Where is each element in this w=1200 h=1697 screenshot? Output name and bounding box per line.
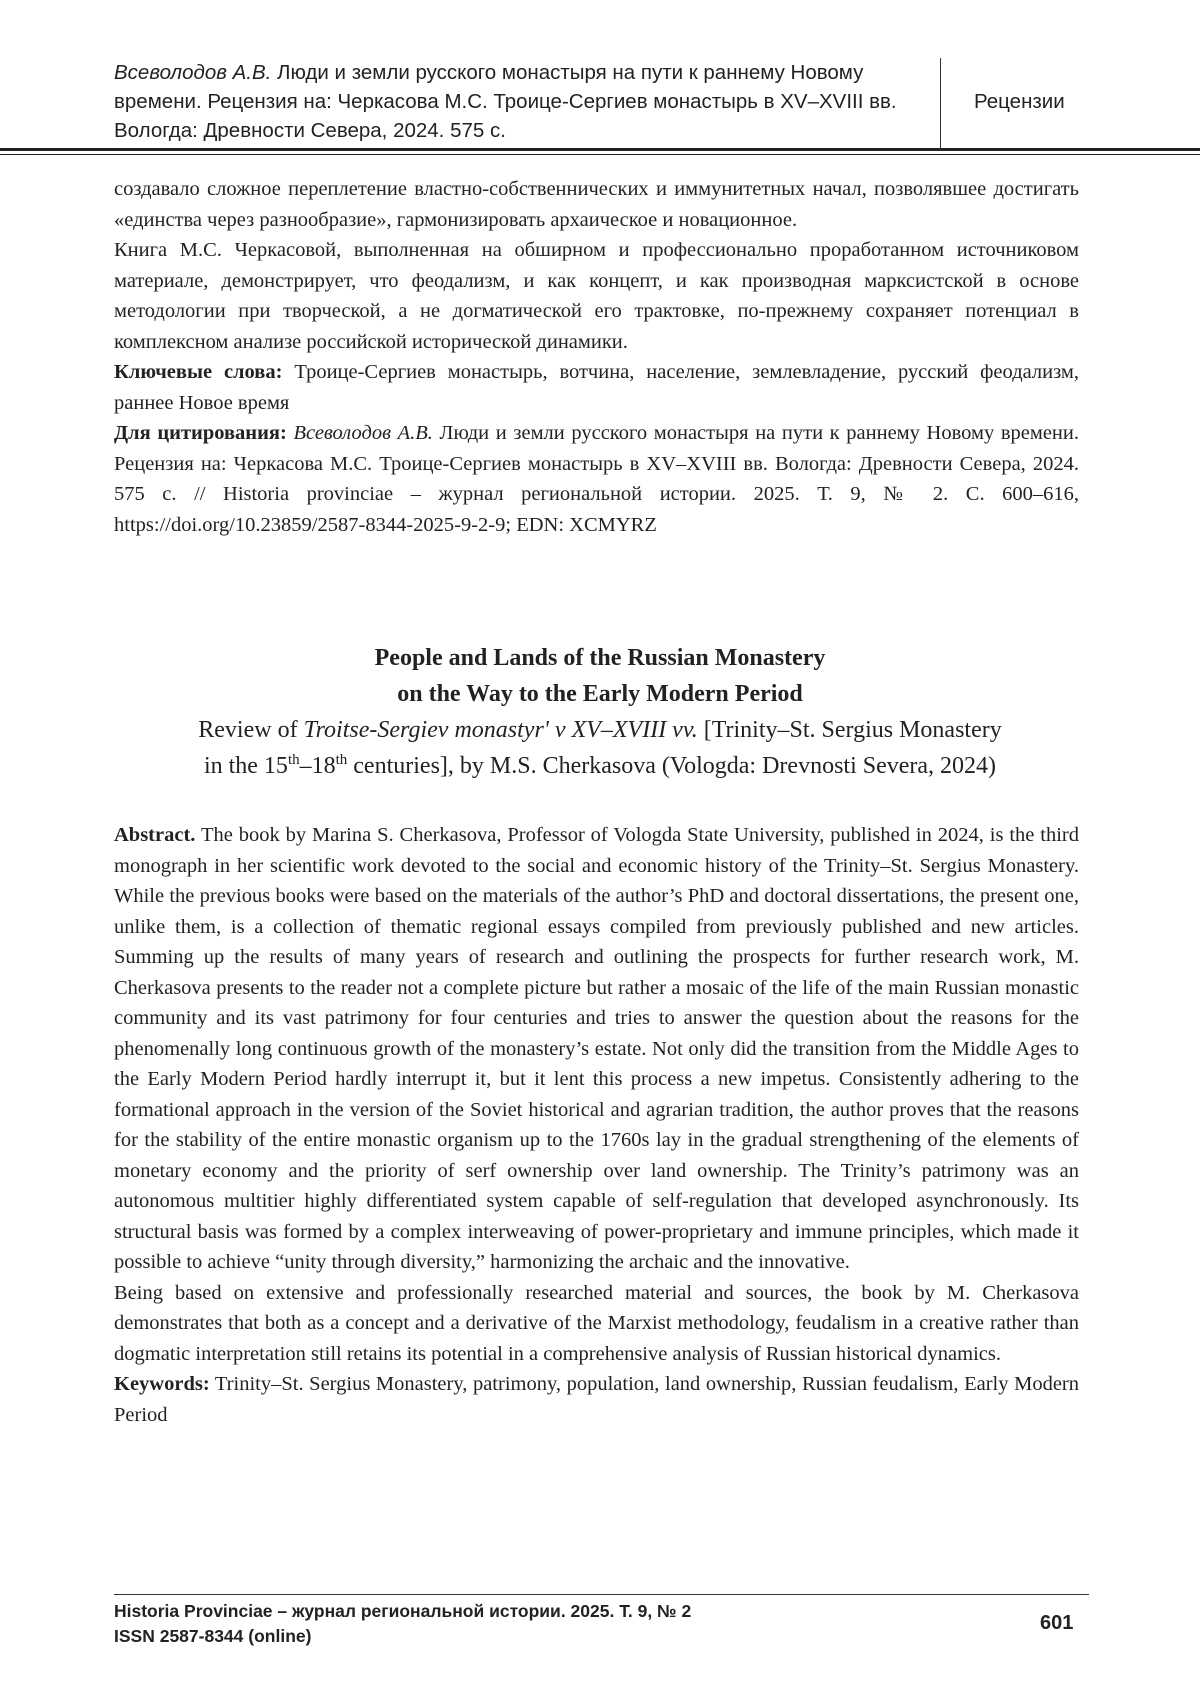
ru-citation-label: Для цитирования:: [114, 422, 287, 444]
review-prefix: Review of: [198, 717, 304, 743]
russian-abstract-block: [114, 174, 1079, 540]
header-title: Люди и земли русского монастыря на пути к раннему Новому времени. Рецензия на: Черкасова М.С. Троице-Сергиев монастырь в XV–XVIII вв. Вологда: Древности Севера, 2024. 575 с.: [114, 61, 897, 142]
english-title: [100, 640, 1100, 712]
ru-paragraph-1: создавало сложное переплетение властно-собственнических и иммунитетных начал, позволявшее достигать «единства через разнообразие», гармонизировать архаическое и новационное.: [114, 178, 1079, 231]
header-author: Всеволодов А.В.: [114, 61, 272, 84]
ru-keywords-text: Троице-Сергиев монастырь, вотчина, население, землевладение, русский феодализм, раннее Новое время: [114, 361, 1080, 414]
review-publication: centuries], by M.S. Cherkasova (Vologda: Drevnosti Severa, 2024): [347, 753, 997, 779]
review-book-title: Troitse-Sergiev monastyr' v XV–XVIII vv.: [303, 717, 698, 743]
section-label: Рецензии: [974, 90, 1065, 113]
english-title-line-2: on the Way to the Early Modern Period: [397, 681, 803, 707]
english-review-subtitle: [100, 712, 1100, 784]
ru-citation-author: Всеволодов А.В.: [286, 422, 433, 444]
ru-keywords: [114, 357, 1079, 418]
review-century-end: –18: [299, 753, 336, 779]
header-rule-thin: [0, 154, 1200, 155]
review-line-1: [100, 712, 1100, 748]
ru-citation: [114, 418, 1079, 540]
en-paragraph-2: Being based on extensive and professionally researched material and sources, the book by M. Cherkasova demonstrates that both as a concept and a derivative of the Marxist methodology, feudalism in a creative rather than dogmatic interpretation still retains its potential in a comprehensive analysis of Russian historical dynamics.: [114, 1281, 1079, 1365]
english-abstract-block: [114, 820, 1079, 1430]
en-keywords: [114, 1369, 1079, 1430]
footer-rule: [114, 1594, 1089, 1595]
header-divider: [940, 58, 941, 148]
review-century-start: in the 15: [203, 753, 288, 779]
page-number: 601: [1040, 1612, 1074, 1634]
en-abstract-text: The book by Marina S. Cherkasova, Professor of Vologda State University, published in 2024, is the third monograph in her scientific work devoted to the social and economic history of the Trinity–St. Sergius Monastery. While the previous books were based on the materials of the author’s PhD and doctoral dissertations, the present one, unlike them, is a collection of thematic regional essays compiled from previously published and new articles. Summing up the results of many years of research and outlining the prospects for further research work, M. Cherkasova presents to the reader not a complete picture but rather a mosaic of the life of the main Russian monastic community and its vast patrimony for four centuries and tries to answer the question about the reasons for the phenomenally long continuous growth of the monastery’s estate. Not only did the transition from the Middle Ages to the Early Modern Period hardly interrupt it, but it lent this process a new impetus. Consistently adhering to the formational approach in the version of the Soviet historical and agrarian tradition, the author proves that the reasons for the stability of the entire monastic organism up to the 1760s lay in the gradual strengthening of the elements of monetary economy and the priority of serf ownership over land ownership. The Trinity’s patrimony was an autonomous multitier highly differentiated system capable of self-regulation that developed asynchronously. Its structural basis was formed by a complex interweaving of power-proprietary and immune principles, which made it possible to achieve “unity through diversity,” harmonizing the archaic and the innovative.: [114, 824, 1079, 1273]
running-header: [114, 58, 1089, 148]
header-rule-thick: [0, 148, 1200, 151]
footer-journal-info: [114, 1599, 691, 1649]
en-keywords-label: Keywords:: [114, 1373, 210, 1395]
review-sup-1: th: [287, 752, 300, 768]
ru-keywords-label: Ключевые слова:: [114, 361, 283, 383]
footer-issn: ISSN 2587-8344 (online): [114, 1626, 312, 1646]
ru-citation-text: Люди и земли русского монастыря на пути к раннему Новому времени. Рецензия на: Черкасова М.С. Троице-Сергиев монастырь в XV–XVIII вв. Вологда: Древности Севера, 2024. 575 с. // Historia provinciae – журнал региональной истории. 2025. Т. 9, № 2. С. 600–616, https://doi.org/10.23859/2587-8344-2025-9-2-9; EDN: XCMYRZ: [114, 422, 1079, 536]
en-abstract: [114, 820, 1079, 1278]
review-translation: [Trinity–St. Sergius Monastery: [697, 717, 1002, 743]
footer-journal: Historia Provinciae – журнал региональной истории. 2025. Т. 9, № 2: [114, 1601, 692, 1621]
en-keywords-text: Trinity–St. Sergius Monastery, patrimony, population, land ownership, Russian feudalism, Early Modern Period: [114, 1373, 1079, 1426]
review-line-2: [100, 748, 1100, 784]
ru-paragraph-2: Книга М.С. Черкасовой, выполненная на обширном и профессионально проработанном источниковом материале, демонстрирует, что феодализм, и как концепт, и как производная марксистской в основе методологии при творческой, а не догматической его трактовке, по-прежнему сохраняет потенциал в комплексном анализе российской исторической динамики.: [114, 239, 1079, 353]
en-abstract-label: Abstract.: [114, 824, 196, 846]
english-title-line-1: People and Lands of the Russian Monastery: [374, 645, 826, 671]
review-sup-2: th: [335, 752, 348, 768]
running-header-citation: [114, 58, 940, 145]
